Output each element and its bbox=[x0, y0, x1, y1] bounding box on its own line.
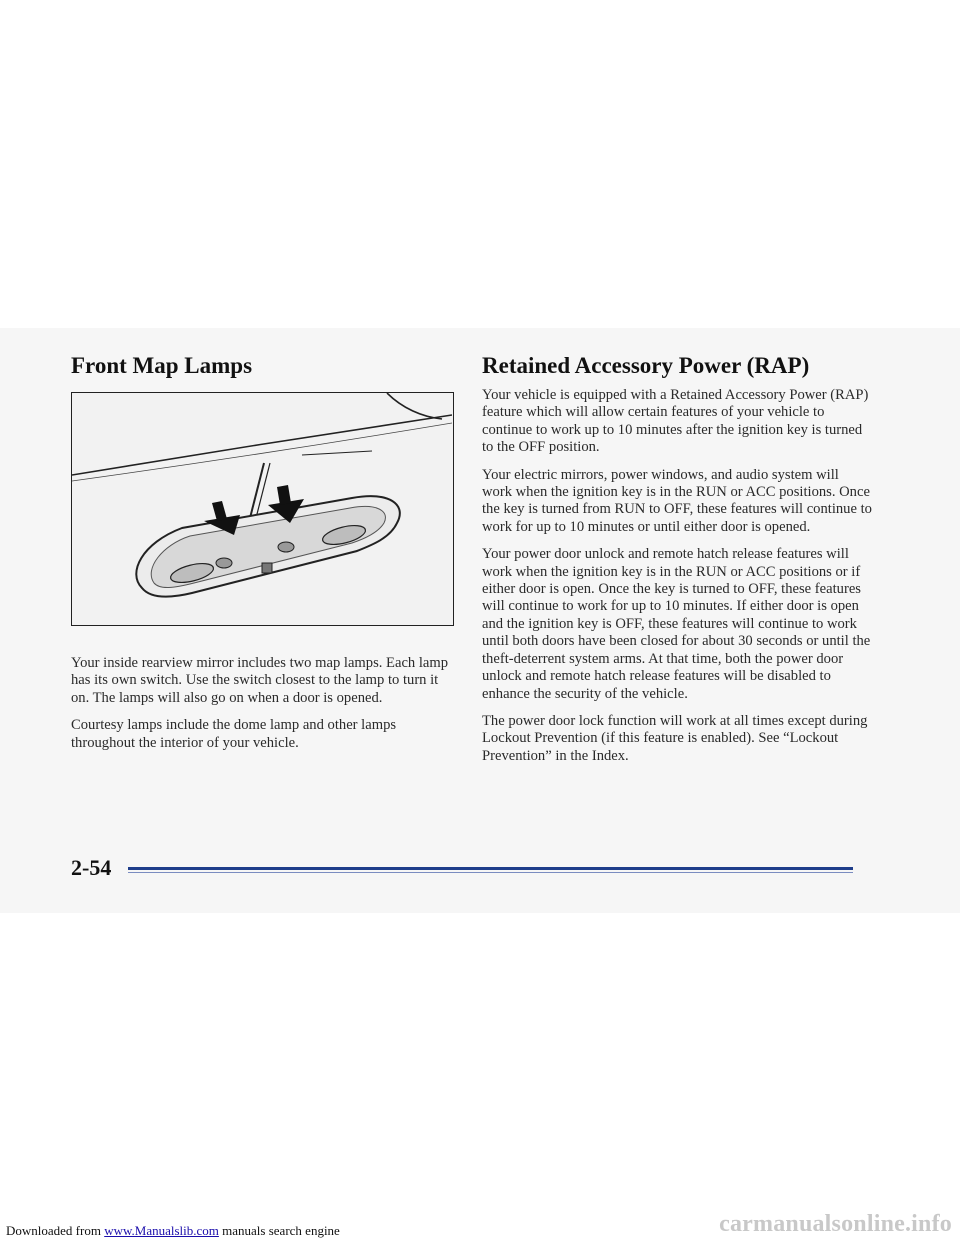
rearview-mirror-illustration bbox=[71, 392, 454, 626]
paragraph: Your vehicle is equipped with a Retained Accessory Power (RAP) feature which will allow certain features of your vehicle to continue to work up to 10 minutes after the ignition key is turned to the OFF position. bbox=[482, 387, 869, 456]
section-heading-front-map-lamps: Front Map Lamps bbox=[71, 353, 253, 378]
paragraph: The power door lock function will work at all times except during Lockout Prevention (if this feature is enabled). See “Lockout Prevention” in the Index. bbox=[482, 712, 868, 764]
front-map-lamps-text bbox=[71, 655, 455, 762]
paragraph: Your power door unlock and remote hatch release features will work when the ignition key is in the RUN or ACC positions or if either door is open. Once the key is turned to OFF, these features will continue to work for up to 10 minutes. If either door is open and the ignition key is OFF, these features will continue to work until both doors have been closed for about 30 seconds or until the theft-deterrent system arms. At that time, both the power door unlock and remote hatch release features will be disabled to enhance the security of the vehicle. bbox=[482, 546, 871, 702]
download-suffix: manuals search engine bbox=[218, 1223, 340, 1238]
page-number: 2-54 bbox=[71, 855, 112, 880]
rap-text bbox=[482, 387, 872, 775]
paragraph: Courtesy lamps include the dome lamp and other lamps throughout the interior of your vehicle. bbox=[71, 717, 397, 751]
footer-rule-thin bbox=[128, 872, 853, 873]
footer-rule bbox=[128, 867, 853, 870]
paragraph: Your inside rearview mirror includes two map lamps. Each lamp has its own switch. Use the switch closest to the lamp to turn it on. The lamps will also go on when a door is opened. bbox=[71, 655, 449, 706]
mirror-body bbox=[136, 496, 400, 597]
download-prefix: Downloaded from bbox=[6, 1223, 105, 1238]
manualslib-link[interactable]: www.Manualslib.com bbox=[104, 1223, 219, 1238]
paragraph: Your electric mirrors, power windows, and audio system will work when the ignition key is in the RUN or ACC positions. Once the key is turned from RUN to OFF, these features will continue to work for up to 10 minutes or until either door is opened. bbox=[482, 466, 872, 535]
watermark-logo: carmanualsonline.info bbox=[719, 1211, 952, 1237]
download-notice bbox=[6, 1223, 340, 1239]
section-heading-rap: Retained Accessory Power (RAP) bbox=[482, 353, 810, 378]
